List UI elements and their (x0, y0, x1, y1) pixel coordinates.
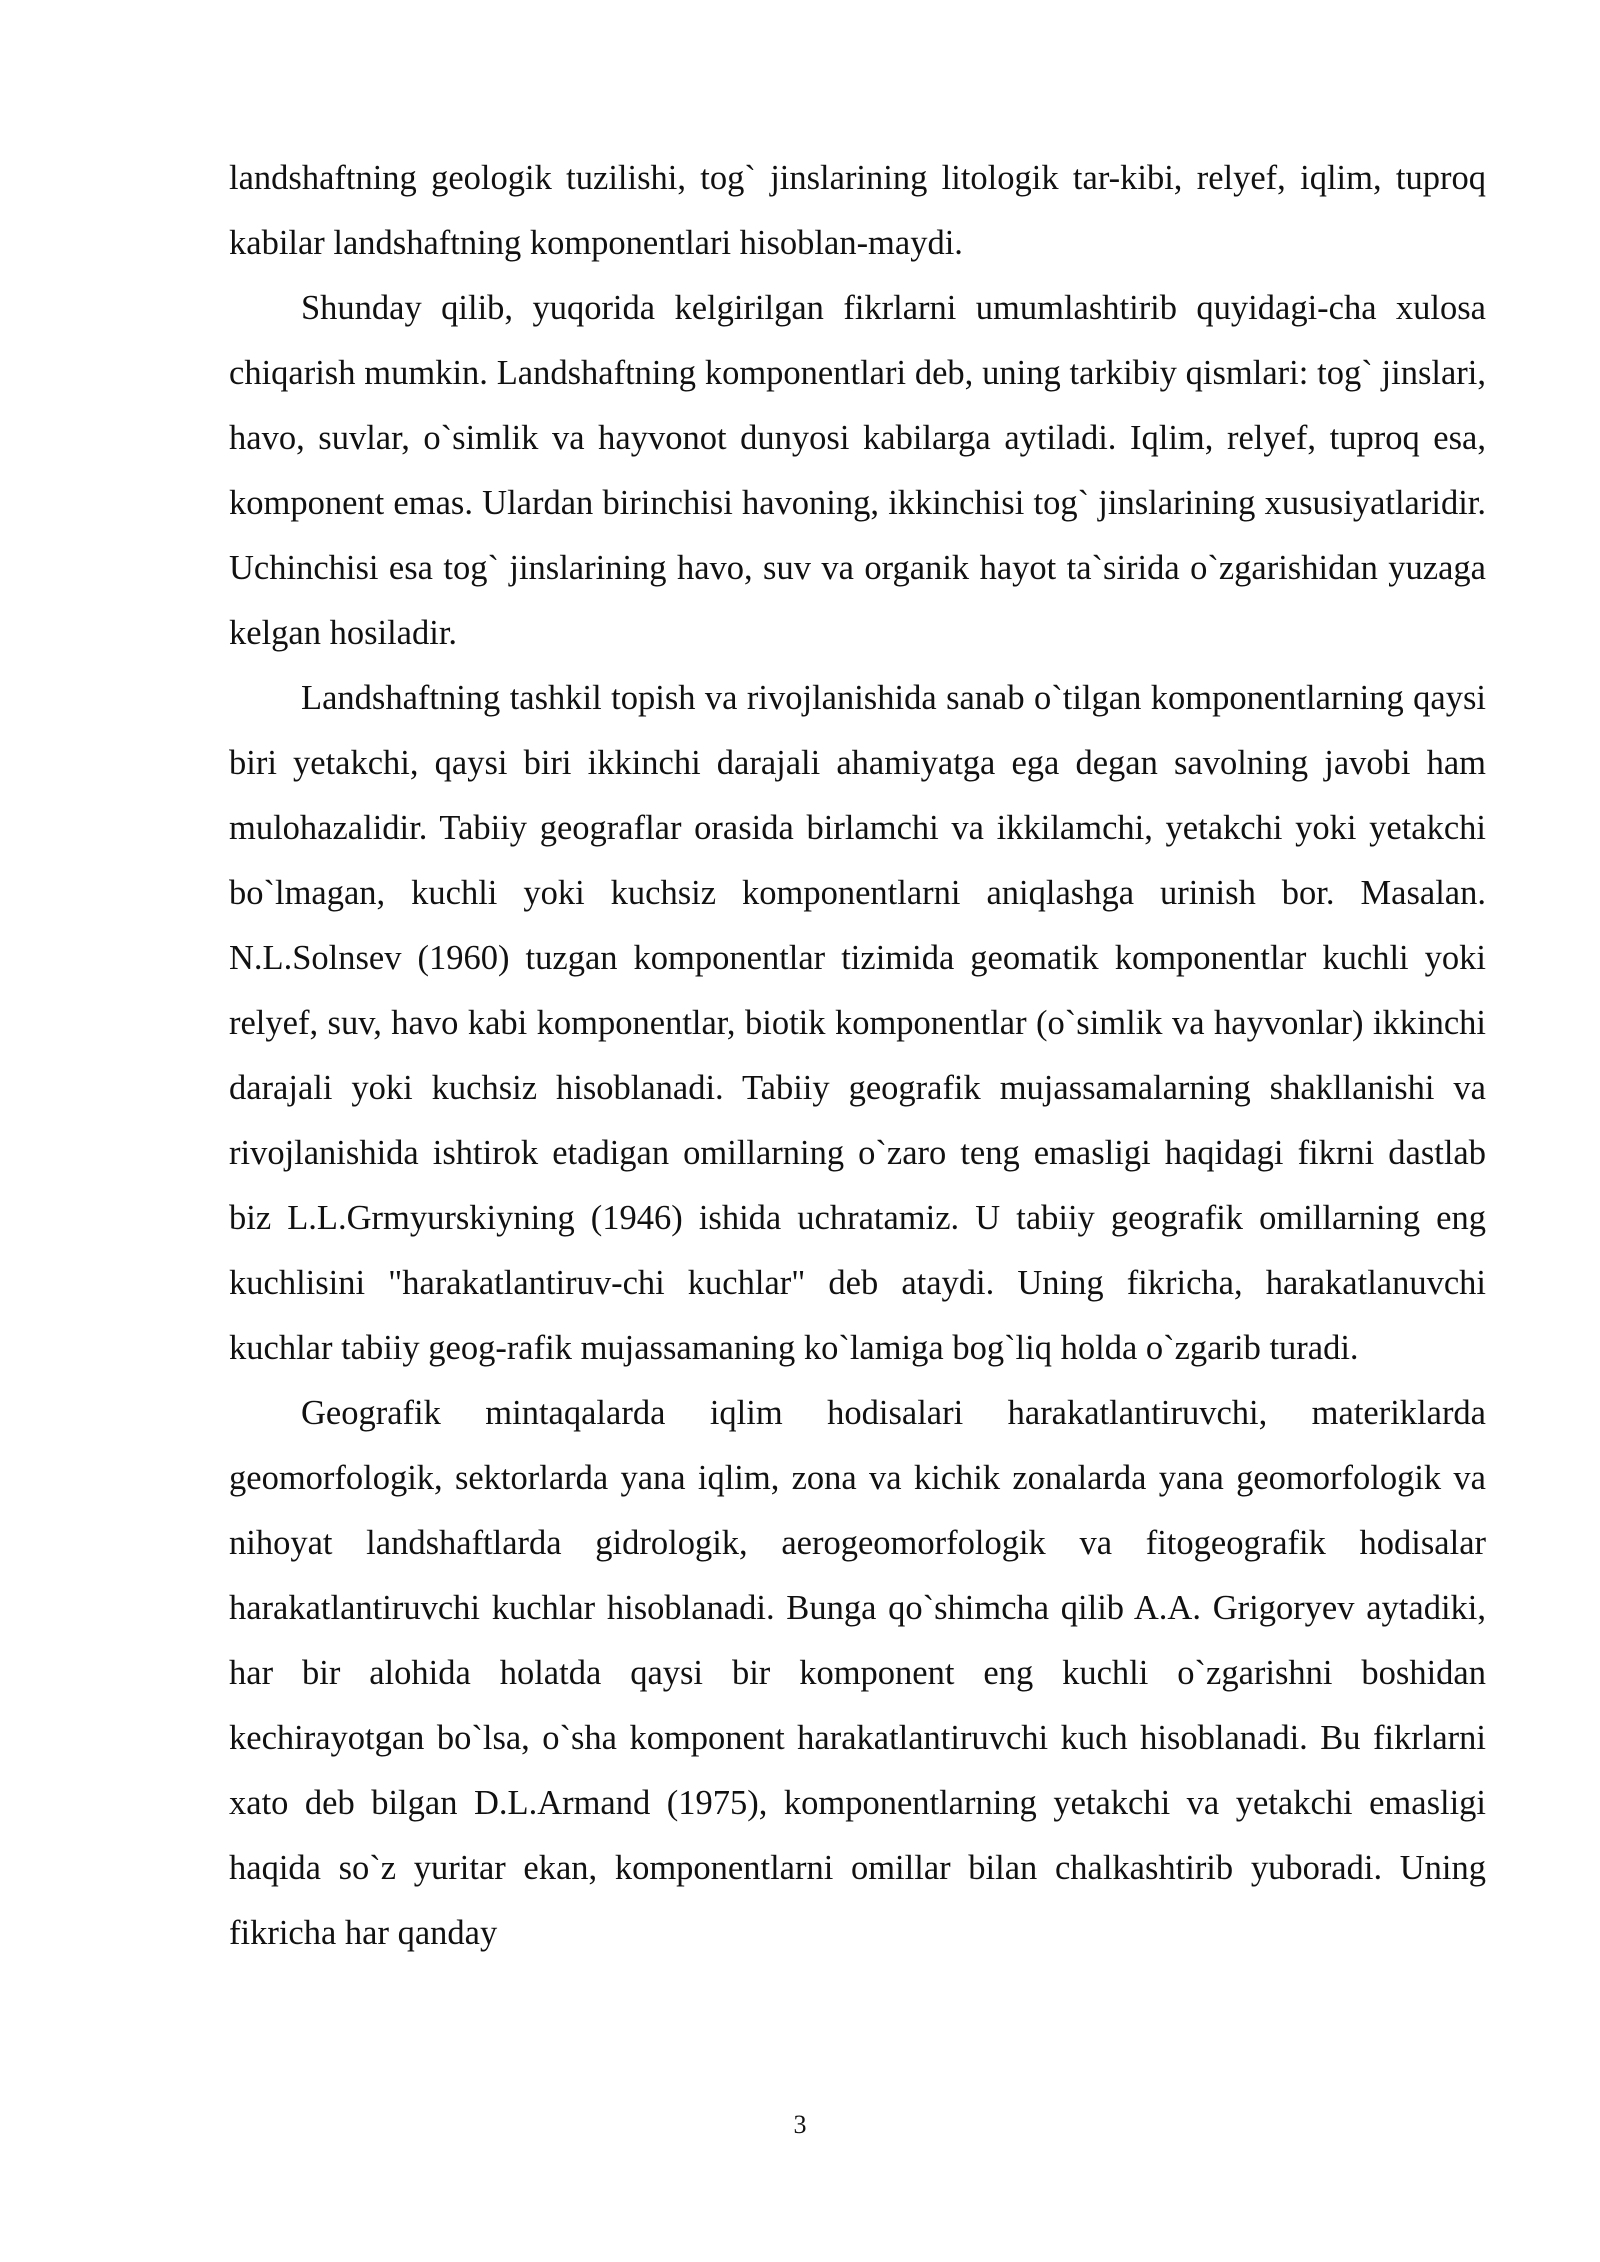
paragraph-4: Geografik mintaqalarda iqlim hodisalari harakatlantiruvchi, materiklarda geomorfologik, sektorlarda yana iqlim, zona va kichik zonalarda yana geomorfologik va nihoyat landshaftlarda gidrologik, aerogeomorfologik va fitogeografik hodisalar harakatlantiruvchi kuchlar hisoblanadi. Bunga qo`shimcha qilib A.A. Grigoryev aytadiki, har bir alohida holatda qaysi bir komponent eng kuchli o`zgarishni boshidan kechirayotgan bo`lsa, o`sha komponent harakatlantiruvchi kuch hisoblanadi. Bu fikrlarni xato deb bilgan D.L.Armand (1975), komponentlarning yetakchi va yetakchi emasligi haqida so`z yuritar ekan, komponentlarni omillar bilan chalkashtirib yuboradi. Uning fikricha har qanday (229, 1394, 1486, 1952)
paragraph-2: Shunday qilib, yuqorida kelgirilgan fikrlarni umumlashtirib quyidagi-cha xulosa chiqarish mumkin. Landshaftning komponentlari deb, uning tarkibiy qismlari: tog` jinslari, havo, suvlar, o`simlik va hayvonot dunyosi kabilarga aytiladi. Iqlim, relyef, tuproq esa, komponent emas. Ulardan birinchisi havoning, ikkinchisi tog` jinslarining xususiyatlaridir. Uchinchisi esa tog` jinslarining havo, suv va organik hayot ta`sirida o`zgarishidan yuzaga kelgan hosiladir. (229, 289, 1486, 652)
body-text (229, 146, 1486, 1966)
page-number: 3 (793, 2110, 807, 2139)
paragraph-3: Landshaftning tashkil topish va rivojlanishida sanab o`tilgan komponentlarning qaysi biri yetakchi, qaysi biri ikkinchi darajali ahamiyatga ega degan savolning javobi ham mulohazalidir. Tabiiy geograflar orasida birlamchi va ikkilamchi, yetakchi yoki yetakchi bo`lmagan, kuchli yoki kuchsiz komponentlarni aniqlashga urinish bor. Masalan. N.L.Solnsev (1960) tuzgan komponentlar tizimida geomatik komponentlar kuchli yoki relyef, suv, havo kabi komponentlar, biotik komponentlar (o`simlik va hayvonlar) ikkinchi darajali yoki kuchsiz hisoblanadi. Tabiiy geografik mujassamalarning shakllanishi va rivojlanishida ishtirok etadigan omillarning o`zaro teng emasligi haqidagi fikrni dastlab biz L.L.Grmyurskiyning (1946) ishida uchratamiz. U tabiiy geografik omillarning eng kuchlisini "harakatlantiruv-chi kuchlar" deb ataydi. Uning fikricha, harakatlanuvchi kuchlar tabiiy geog-rafik mujassamaning ko`lamiga bog`liq holda o`zgarib turadi. (229, 679, 1486, 1367)
paragraph-1: landshaftning geologik tuzilishi, tog` jinslarining litologik tar-kibi, relyef, iqlim, tuproq kabilar landshaftning komponentlari hisoblan-maydi. (229, 159, 1486, 262)
